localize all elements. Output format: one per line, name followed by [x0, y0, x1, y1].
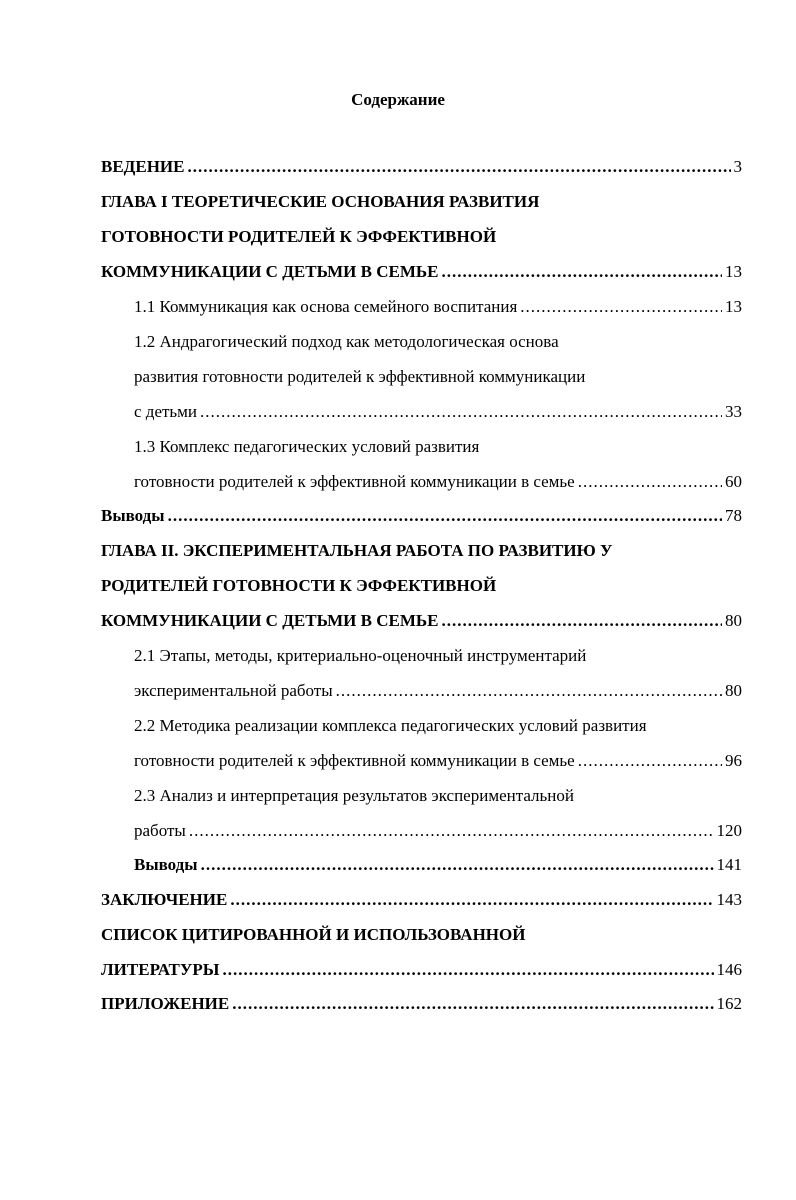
toc-entry — [101, 960, 742, 994]
page-title: Содержание — [351, 90, 445, 109]
toc-page-number: 162 — [716, 994, 742, 1013]
toc-entry-title: ГЛАВА I ТЕОРЕТИЧЕСКИЕ ОСНОВАНИЯ РАЗВИТИЯ — [101, 192, 540, 211]
dot-leader — [336, 681, 722, 701]
toc-entry — [101, 192, 539, 226]
toc-entry — [101, 890, 742, 924]
toc-page-number: 78 — [725, 506, 742, 525]
toc-entry — [101, 262, 742, 296]
toc-entry-title: ЛИТЕРАТУРЫ — [101, 960, 220, 979]
toc-entry — [134, 786, 574, 820]
toc-entry — [134, 332, 559, 366]
toc-page-number: 60 — [725, 472, 742, 491]
dot-leader — [232, 994, 713, 1014]
toc-entry — [101, 994, 742, 1028]
dot-leader — [578, 751, 722, 771]
toc-page-number: 80 — [725, 681, 742, 700]
dot-leader — [441, 611, 722, 631]
toc-entry-title: 1.1 Коммуникация как основа семейного воспитания — [134, 297, 518, 316]
dot-leader — [188, 157, 731, 177]
toc-entry — [134, 751, 742, 785]
dot-leader — [441, 262, 722, 282]
toc-entry-title: работы — [134, 821, 186, 840]
toc-entry-title: ГЛАВА II. ЭКСПЕРИМЕНТАЛЬНАЯ РАБОТА ПО РАЗВИТИЮ У — [101, 541, 613, 560]
dot-leader — [200, 402, 722, 422]
toc-entry-title: ГОТОВНОСТИ РОДИТЕЛЕЙ К ЭФФЕКТИВНОЙ — [101, 227, 497, 246]
toc-page-number: 33 — [725, 402, 742, 421]
toc-entry-title: экспериментальной работы — [134, 681, 333, 700]
toc-entry — [101, 227, 496, 261]
dot-leader — [578, 472, 722, 492]
toc-entry — [101, 541, 613, 575]
toc-entry-title: КОММУНИКАЦИИ С ДЕТЬМИ В СЕМЬЕ — [101, 262, 439, 281]
toc-entry-title: 2.3 Анализ и интерпретация результатов экспериментальной — [134, 786, 574, 805]
dot-leader — [520, 297, 722, 317]
toc-entry — [101, 576, 496, 610]
dot-leader — [189, 821, 714, 841]
toc-entry-title: с детьми — [134, 402, 198, 421]
toc-page-number: 146 — [716, 960, 742, 979]
toc-entry — [134, 855, 742, 889]
toc-entry-title: 2.2 Методика реализации комплекса педагогических условий развития — [134, 716, 647, 735]
toc-entry — [101, 925, 525, 959]
toc-entry-title: РОДИТЕЛЕЙ ГОТОВНОСТИ К ЭФФЕКТИВНОЙ — [101, 576, 497, 595]
toc-entry — [134, 821, 742, 855]
dot-leader — [168, 506, 722, 526]
toc-entry-title: СПИСОК ЦИТИРОВАННОЙ И ИСПОЛЬЗОВАННОЙ — [101, 925, 526, 944]
toc-entry — [134, 402, 742, 436]
toc-page-number: 96 — [725, 751, 742, 770]
toc-entry — [134, 472, 742, 506]
toc-entry-title: Выводы — [134, 855, 198, 874]
toc-entry — [134, 297, 742, 331]
toc-entry — [134, 681, 742, 715]
dot-leader — [201, 855, 714, 875]
toc-entry — [134, 367, 585, 401]
toc-entry-title: КОММУНИКАЦИИ С ДЕТЬМИ В СЕМЬЕ — [101, 611, 439, 630]
toc-entry-title: ЗАКЛЮЧЕНИЕ — [101, 890, 228, 909]
toc-entry-title: Выводы — [101, 506, 165, 525]
dot-leader — [230, 890, 713, 910]
toc-entry — [101, 611, 742, 645]
toc-entry — [101, 506, 742, 540]
toc-page-number: 80 — [725, 611, 742, 630]
toc-entry-title: 1.3 Комплекс педагогических условий развития — [134, 437, 480, 456]
toc-entry-title: готовности родителей к эффективной коммуникации в семье — [134, 751, 575, 770]
toc-entry-title: готовности родителей к эффективной коммуникации в семье — [134, 472, 575, 491]
toc-entry — [101, 157, 742, 191]
toc-entry-title: ПРИЛОЖЕНИЕ — [101, 994, 230, 1013]
toc-entry-title: 1.2 Андрагогический подход как методологическая основа — [134, 332, 559, 351]
toc-entry — [134, 437, 479, 471]
toc-entry — [134, 716, 647, 750]
toc-page-number: 13 — [725, 297, 742, 316]
toc-page-number: 120 — [716, 821, 742, 840]
dot-leader — [222, 960, 713, 980]
toc-page-number: 13 — [725, 262, 742, 281]
toc-page-number: 3 — [733, 157, 742, 176]
toc-entry — [134, 646, 586, 680]
toc-page-number: 143 — [716, 890, 742, 909]
toc-entry-title: развития готовности родителей к эффективной коммуникации — [134, 367, 586, 386]
toc-entry-title: ВЕДЕНИЕ — [101, 157, 185, 176]
toc-entry-title: 2.1 Этапы, методы, критериально-оценочный инструментарий — [134, 646, 587, 665]
toc-page-number: 141 — [716, 855, 742, 874]
